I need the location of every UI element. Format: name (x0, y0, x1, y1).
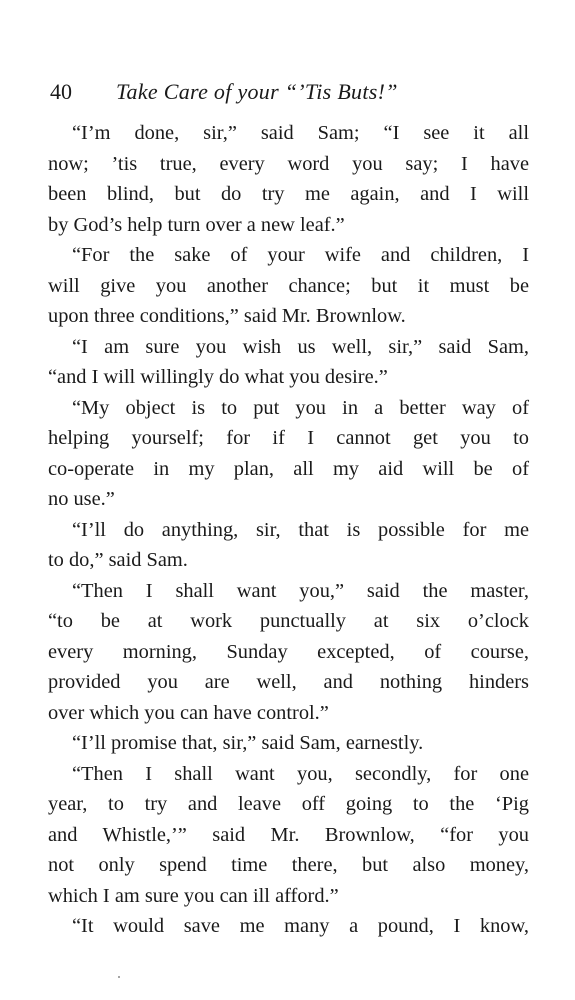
running-head (50, 76, 525, 108)
text-line: now; ’tis true, every word you say; I have (48, 152, 529, 175)
text-line: co-operate in my plan, all my aid will be of (48, 457, 529, 480)
page-number: 40 (50, 79, 72, 104)
text-line: every morning, Sunday excepted, of course, (48, 640, 529, 663)
paper-speck (118, 976, 120, 978)
text-line: and Whistle,’” said Mr. Brownlow, “for you (48, 823, 529, 846)
text-line: “I am sure you wish us well, sir,” said Sam, (72, 335, 529, 358)
text-line: “It would save me many a pound, I know, (72, 915, 529, 937)
text-line: to do,” said Sam. (48, 549, 188, 571)
text-line: “and I will willingly do what you desire.” (48, 366, 388, 388)
text-line: upon three conditions,” said Mr. Brownlow. (48, 305, 406, 327)
text-line: will give you another chance; but it must be (48, 274, 529, 297)
text-line: by God’s help turn over a new leaf.” (48, 213, 345, 236)
text-line: which I am sure you can ill afford.” (48, 884, 339, 907)
text-line: “to be at work punctually at six o’clock (48, 610, 529, 632)
text-line: provided you are well, and nothing hinders (48, 671, 529, 693)
text-line: not only spend time there, but also money, (48, 854, 529, 876)
text-line: been blind, but do try me again, and I will (48, 183, 529, 205)
text-line: “My object is to put you in a better way of (72, 396, 529, 419)
text-line: “I’ll promise that, sir,” said Sam, earnestly. (72, 732, 424, 754)
text-line: “Then I shall want you,” said the master, (72, 579, 529, 602)
body-text (48, 118, 529, 942)
text-line: “Then I shall want you, secondly, for one (72, 762, 529, 785)
running-title: Take Care of your “’Tis Buts!” (116, 79, 398, 104)
text-line: over which you can have control.” (48, 701, 329, 724)
text-line: “I’m done, sir,” said Sam; “I see it all (72, 122, 529, 144)
text-line: “For the sake of your wife and children, I (72, 244, 529, 266)
text-line: no use.” (48, 488, 115, 510)
text-line: year, to try and leave off going to the ‘Pig (48, 793, 529, 815)
text-line: helping yourself; for if I cannot get you to (48, 427, 529, 449)
text-line: “I’ll do anything, sir, that is possible for me (72, 518, 529, 541)
